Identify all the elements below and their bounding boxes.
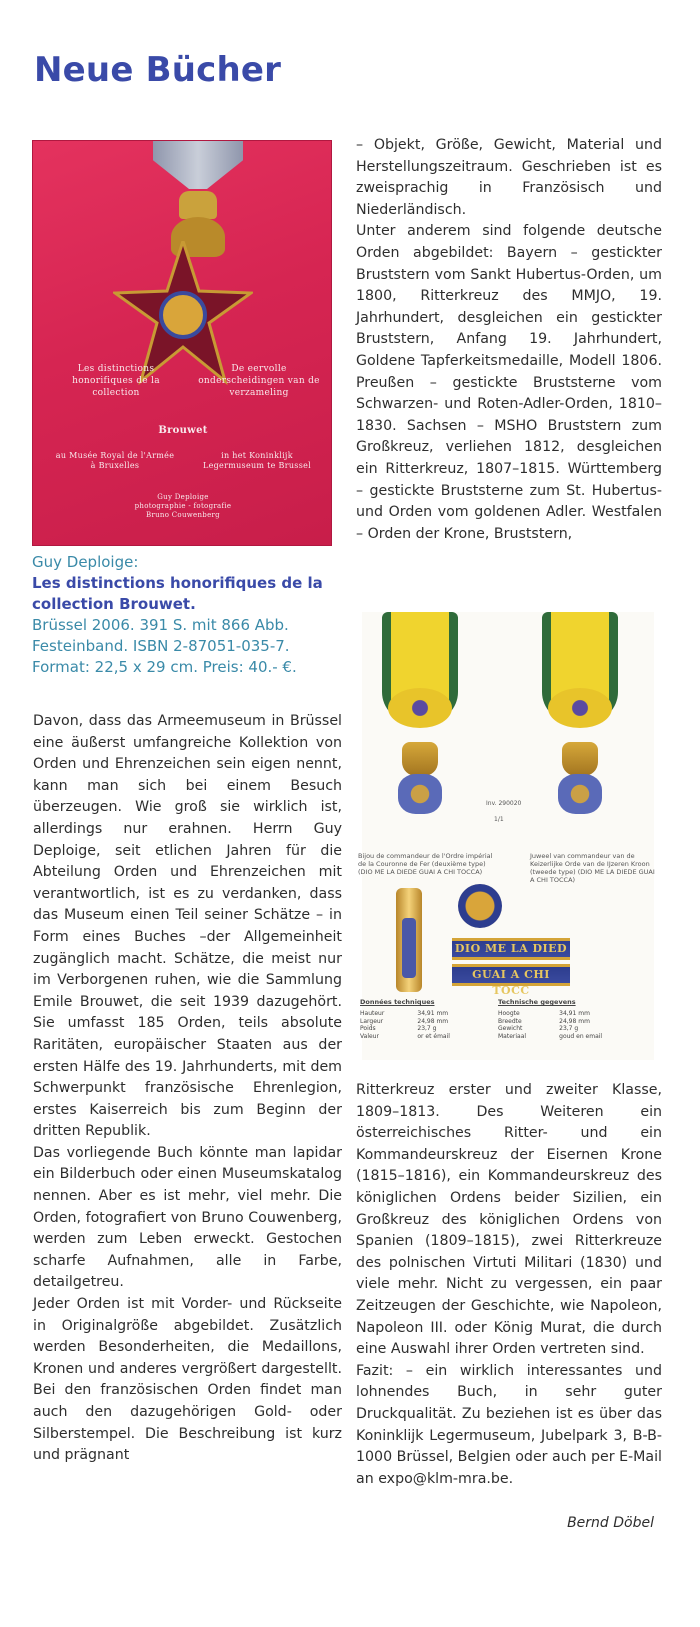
table-row: Hauteur 34,91 mm [360,1010,449,1017]
bib-author: Guy Deploige: [32,553,139,571]
cover-title-fr: Les distinctions honorifiques de la collection [72,364,160,398]
article-right-column-bottom [356,1080,662,1490]
medal-back-image [530,612,630,820]
article-right-column-top [356,135,662,545]
cover-collection-name: Brouwet [158,425,208,436]
cover-museum-nl: in het Koninklijk Legermuseum te Brussel [202,451,312,470]
article-left-column [33,711,342,1467]
section-heading: Neue Bücher [34,50,282,90]
table-row: Largeur 24,98 mm [360,1017,449,1025]
article-paragraph: Ritterkreuz erster und zweiter Klasse, 1809–1813. Des Weiteren ein österreichisches Ritter- und ein Kommandeurskreuz der Eisernen Krone (1815–1816), ein Kommandeurskreuz des königlichen Ordens beider Sizilien, ein Großkreuz des königlichen Ordens von Spanien (1809–1815), zwei Ritterkreuze des polnischen Virtuti Militari (1830) und viele mehr. Nicht zu vergessen, ein paar Zeitzeugen der Geschichte, wie Napoleon, Napoleon III. oder König Murat, die durch eine Auswahl ihrer Orden vertreten sind. [356,1082,662,1358]
article-paragraph: – Objekt, Größe, Gewicht, Material und Herstellungszeitraum. Geschrieben ist es zweisprachig in Französisch und Niederländisch. [356,137,662,218]
tech-data-nl [498,998,638,1040]
book-cover-image [32,140,332,546]
inscription-band-top: DIO ME LA DIED [452,938,570,960]
cover-title-nl: De eervolle onderscheidingen van de verzameling [198,364,320,398]
bib-details: Brüssel 2006. 391 S. mit 866 Abb. Festeinband. ISBN 2-87051-035-7. Format: 22,5 x 29 cm. Preis: 40.- €. [32,616,297,676]
table-row: Materiaal goud en email [498,1032,603,1040]
plate-caption-nl: Juweel van commandeur van de Keizerlijke Orde van de IJzeren Kroon (tweede type) (DIO ME LA DIEDE GUAI A CHI TOCCA) [530,852,655,884]
tech-data-nl-title: Technische gegevens [498,998,576,1006]
cover-crown [179,191,217,219]
cover-museum-fr: au Musée Royal de l'Armée à Bruxelles [55,451,175,470]
plate-caption-fr: Bijou de commandeur de l'Ordre impérial de la Couronne de Fer (deuxième type) (DIO ME LA DIEDE GUAI A CHI TOCCA) [358,852,493,876]
medallion-detail-image [458,884,502,928]
tech-data-fr [360,998,484,1040]
table-row: Valeur or et émail [360,1032,450,1040]
cover-author-name: Guy Deploige [157,493,209,501]
article-paragraph: Davon, dass das Armeemuseum in Brüssel eine äußerst umfangreiche Kollektion von Orden und Ehrenzeichen sein eigen nennt, kann man sich bei einem Besuch überzeugen. Wie groß sie wirklich ist, allerdings nur erahnen. Herrn Guy Deploige, seit etlichen Jahren für die Abteilung Orden und Ehrenzeichen mit verantwortlich, ist es zu verdanken, dass das Museum einen Teil seiner Schätze – in Form eines Buches –der Allgemeinheit zugänglich macht. Schätze, die meist nur im Verborgenen ruhen, wie die Sammlung Emile Brouwet, die seit 1939 dazugehört. Sie umfasst 185 Orden, teils absolute Raritäten, europäischer Staaten aus der ersten Hälfe des 19. Jahrhunderts, mit dem Schwerpunkt französische Ehrenlegion, erstes Kaiserreich bis zum Beginn der dritten Republik. [33,713,342,1140]
article-paragraph: Das vorliegende Buch könnte man lapidar ein Bilderbuch oder einen Museumskatalog nennen. Aber es ist mehr, viel mehr. Die Orden, fotografiert von Bruno Couwenberg, werden zum Leben erweckt. Gestochen scharfe Aufnahmen, alle in Farbe, detailgetreu. [33,1144,342,1291]
cover-author [133,493,233,520]
plate-number: 1/1 [494,816,504,823]
bib-title: Les distinctions honorifiques de la collection Brouwet. [32,574,323,613]
bibliography [32,552,338,678]
article-paragraph: Jeder Orden ist mit Vorder- und Rückseite in Originalgröße abgebildet. Zusätzlich werden Besonderheiten, die Medaillons, Kronen und anderes vergrößert dargestellt. Bei den französischen Orden findet man auch den dazugehörigen Gold- oder Silberstempel. Die Beschreibung ist kurz und prägnant [33,1296,342,1464]
table-row: Gewicht 23,7 g [498,1025,579,1032]
medal-detail-image [396,888,422,992]
medal-front-image [370,612,470,820]
plate-inventory: Inv. 290020 [486,800,522,807]
cover-photo-credit: photographie - fotografie Bruno Couwenberg [134,502,232,519]
medal-photo-plate [358,612,655,1060]
cover-ribbon [153,141,243,189]
article-paragraph: Fazit: – ein wirklich interessantes und lohnendes Buch, in sehr guter Druckqualität. Zu beziehen ist es über das Koninklijk Legermuseum, Jubelpark 3, B-B-1000 Brüssel, Belgien oder auch per E-Mail an expo@klm-mra.be. [356,1362,662,1487]
author-signature: Bernd Döbel [567,1515,654,1531]
inscription-band-bottom: GUAI A CHI TOCC [452,964,570,986]
tech-data-fr-title: Données techniques [360,998,435,1006]
table-row: Breedte 24,98 mm [498,1017,590,1025]
table-row: Poids 23,7 g [360,1025,437,1032]
table-row: Hoogte 34,91 mm [498,1010,590,1017]
article-paragraph: Unter anderem sind folgende deutsche Orden abgebildet: Bayern – gestickter Bruststern vom Sankt Hubertus-Orden, um 1800, Ritterkreuz des MMJO, 19. Jahrhundert, desgleichen ein gestickter Bruststern, Anfang 19. Jahrhundert, Goldene Tapferkeitsmedaille, Modell 1806. Preußen – gestickte Bruststerne vom Schwarzen- und Roten-Adler-Orden, 1810–1830. Sachsen – MSHO Bruststern zum Großkreuz, verliehen 1812, desgleichen ein Ritterkreuz, 1807–1815. Württemberg – gestickte Bruststerne zum St. Hubertus- und Orden vom goldenen Adler. Westfalen – Orden der Krone, Bruststern, [356,223,662,542]
